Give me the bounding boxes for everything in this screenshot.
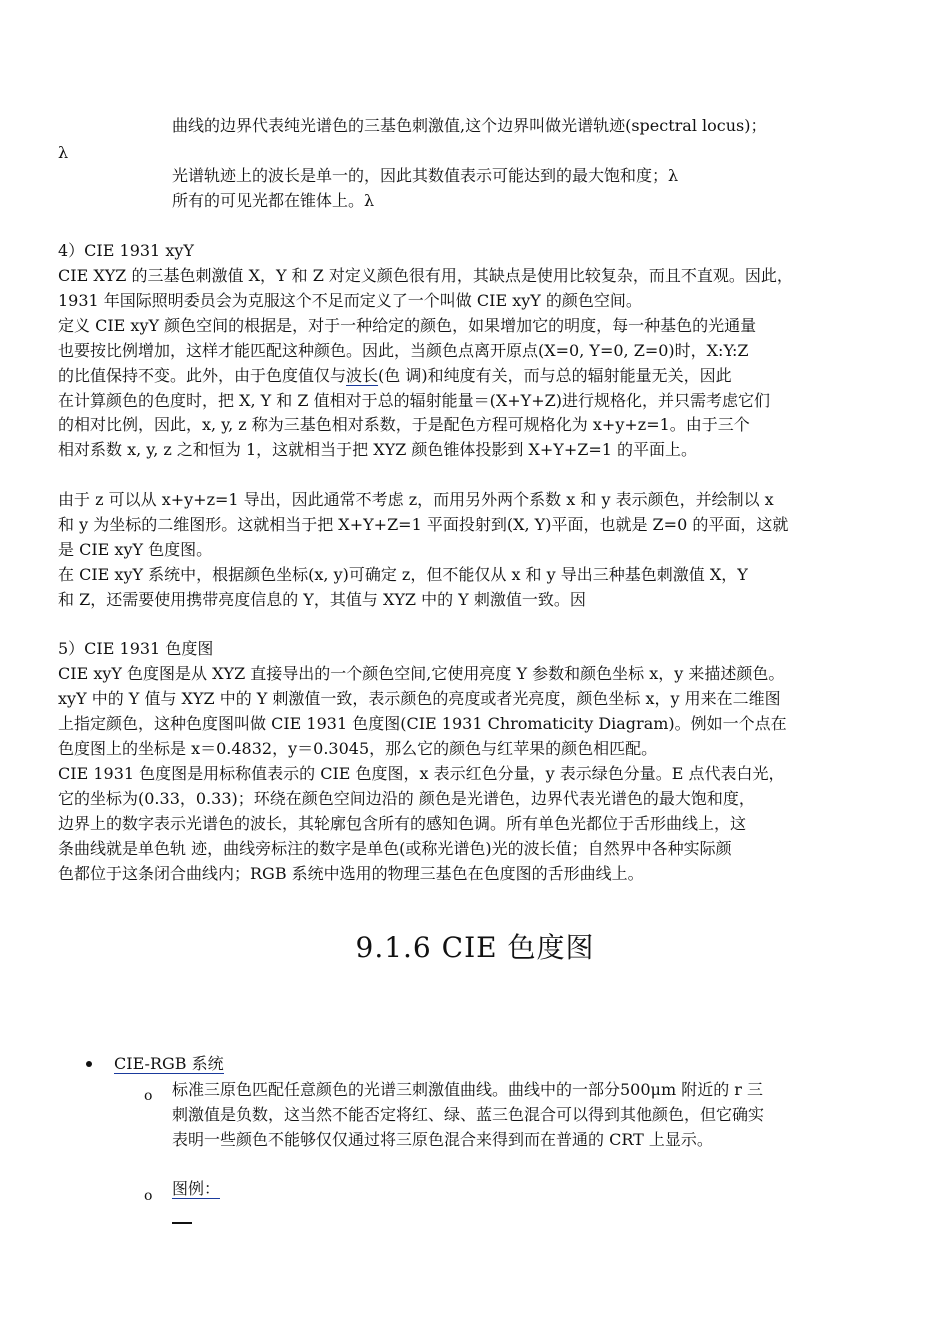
paragraph-line: 在 CIE xyY 系统中，根据颜色坐标(x, y)可确定 z，但不能仅从 x 和 y 导出三种基色刺激值 X，Y bbox=[58, 565, 748, 584]
paragraph-line: 色都位于这条闭合曲线内；RGB 系统中选用的物理三基色在色度图的舌形曲线上。 bbox=[58, 864, 644, 883]
visible-light-line: 所有的可见光都在锥体上。λ bbox=[172, 191, 375, 210]
paragraph-line: 上指定颜色，这种色度图叫做 CIE 1931 色度图(CIE 1931 Chromaticity Diagram)。例如一个点在 bbox=[58, 714, 787, 733]
list-text-line: 表明一些颜色不能够仅仅通过将三原色混合来得到而在普通的 CRT 上显示。 bbox=[172, 1130, 713, 1149]
paragraph-line: 1931 年国际照明委员会为克服这个不足而定义了一个叫做 CIE xyY 的颜色空间。 bbox=[58, 291, 642, 310]
paragraph-line: 是 CIE xyY 色度图。 bbox=[58, 540, 213, 559]
section-title: 9.1.6 CIE 色度图 bbox=[355, 931, 595, 964]
paragraph-line: xyY 中的 Y 值与 XYZ 中的 Y 刺激值一致，表示颜色的亮度或者光亮度，颜色坐标 x，y 用来在二维图 bbox=[58, 689, 781, 708]
wavelength-link[interactable]: 波长 bbox=[346, 366, 379, 385]
text-segment: (色 调)和纯度有关，而与总的辐射能量无关，因此 bbox=[378, 366, 732, 385]
paragraph-line: 在计算颜色的色度时，把 X, Y 和 Z 值相对于总的辐射能量＝(X+Y+Z)进行规格化，并只需考虑它们 bbox=[58, 391, 770, 410]
divider-dash bbox=[172, 1222, 192, 1224]
paragraph-line: 定义 CIE xyY 颜色空间的根据是，对于一种给定的颜色，如果增加它的明度，每一种基色的光通量 bbox=[58, 316, 757, 335]
cie-rgb-label: CIE-RGB 系统 bbox=[114, 1054, 224, 1073]
paragraph-line: CIE XYZ 的三基色刺激值 X，Y 和 Z 对定义颜色很有用，其缺点是使用比较复杂，而且不直观。因此， bbox=[58, 266, 793, 285]
list-text-line: 刺激值是负数，这当然不能否定将红、绿、蓝三色混合可以得到其他颜色，但它确实 bbox=[172, 1105, 765, 1124]
paragraph-line: 的相对比例，因此，x, y, z 称为三基色相对系数，于是配色方程可规格化为 x+y+z=1。由于三个 bbox=[58, 415, 750, 434]
spectral-wavelength-line: 光谱轨迹上的波长是单一的，因此其数值表示可能达到的最大饱和度；λ bbox=[172, 166, 679, 185]
bullet-icon bbox=[86, 1061, 92, 1067]
lambda-mark: λ bbox=[58, 143, 69, 162]
circle-bullet-icon: o bbox=[144, 1188, 153, 1204]
list-text-line: 标准三原色匹配任意颜色的光谱三刺激值曲线。曲线中的一部分500μm 附近的 r 三 bbox=[172, 1080, 764, 1099]
paragraph-line: CIE xyY 色度图是从 XYZ 直接导出的一个颜色空间,它使用亮度 Y 参数和颜色坐标 x，y 来描述颜色。 bbox=[58, 664, 785, 683]
section-5-heading: 5）CIE 1931 色度图 bbox=[58, 639, 214, 658]
paragraph-line: 它的坐标为(0.33，0.33)；环绕在颜色空间边沿的 颜色是光谱色，边界代表光谱色的最大饱和度， bbox=[58, 789, 755, 808]
paragraph-line: 条曲线就是单色轨 迹，曲线旁标注的数字是单色(或称光谱色)光的波长值；自然界中各种实际颜 bbox=[58, 839, 732, 858]
paragraph-line: 和 y 为坐标的二维图形。这就相当于把 X+Y+Z=1 平面投射到(X, Y)平面，也就是 Z=0 的平面，这就 bbox=[58, 515, 789, 534]
paragraph-line: 和 Z，还需要使用携带亮度信息的 Y，其值与 XYZ 中的 Y 刺激值一致。因 bbox=[58, 590, 586, 609]
section-4-heading: 4）CIE 1931 xyY bbox=[58, 241, 194, 260]
paragraph-line: CIE 1931 色度图是用标称值表示的 CIE 色度图，x 表示红色分量，y 表示绿色分量。E 点代表白光， bbox=[58, 764, 785, 783]
text-segment: 的比值保持不变。此外，由于色度值仅与 bbox=[58, 366, 347, 385]
paragraph-line: 色度图上的坐标是 x＝0.4832，y＝0.3045，那么它的颜色与红苹果的颜色相匹配。 bbox=[58, 739, 658, 758]
circle-bullet-icon: o bbox=[144, 1088, 153, 1104]
paragraph-line: 边界上的数字表示光谱色的波长，其轮廓包含所有的感知色调。所有单色光都位于舌形曲线上，这 bbox=[58, 814, 747, 833]
paragraph-line: 由于 z 可以从 x+y+z=1 导出，因此通常不考虑 z，而用另外两个系数 x 和 y 表示颜色，并绘制以 x bbox=[58, 490, 774, 509]
legend-link[interactable] bbox=[172, 1178, 220, 1200]
paragraph-line: 相对系数 x, y, z 之和恒为 1，这就相当于把 XYZ 颜色锥体投影到 X+Y+Z=1 的平面上。 bbox=[58, 440, 698, 459]
spectral-locus-line: 曲线的边界代表纯光谱色的三基色刺激值,这个边界叫做光谱轨迹(spectral locus)； bbox=[172, 116, 767, 135]
legend-label: 图例： bbox=[172, 1179, 221, 1198]
cie-rgb-link[interactable] bbox=[114, 1053, 224, 1075]
paragraph-line: 也要按比例增加，这样才能匹配这种颜色。因此，当颜色点离开原点(X=0, Y=0, Z=0)时，X:Y:Z bbox=[58, 341, 749, 360]
paragraph-line bbox=[58, 365, 732, 387]
